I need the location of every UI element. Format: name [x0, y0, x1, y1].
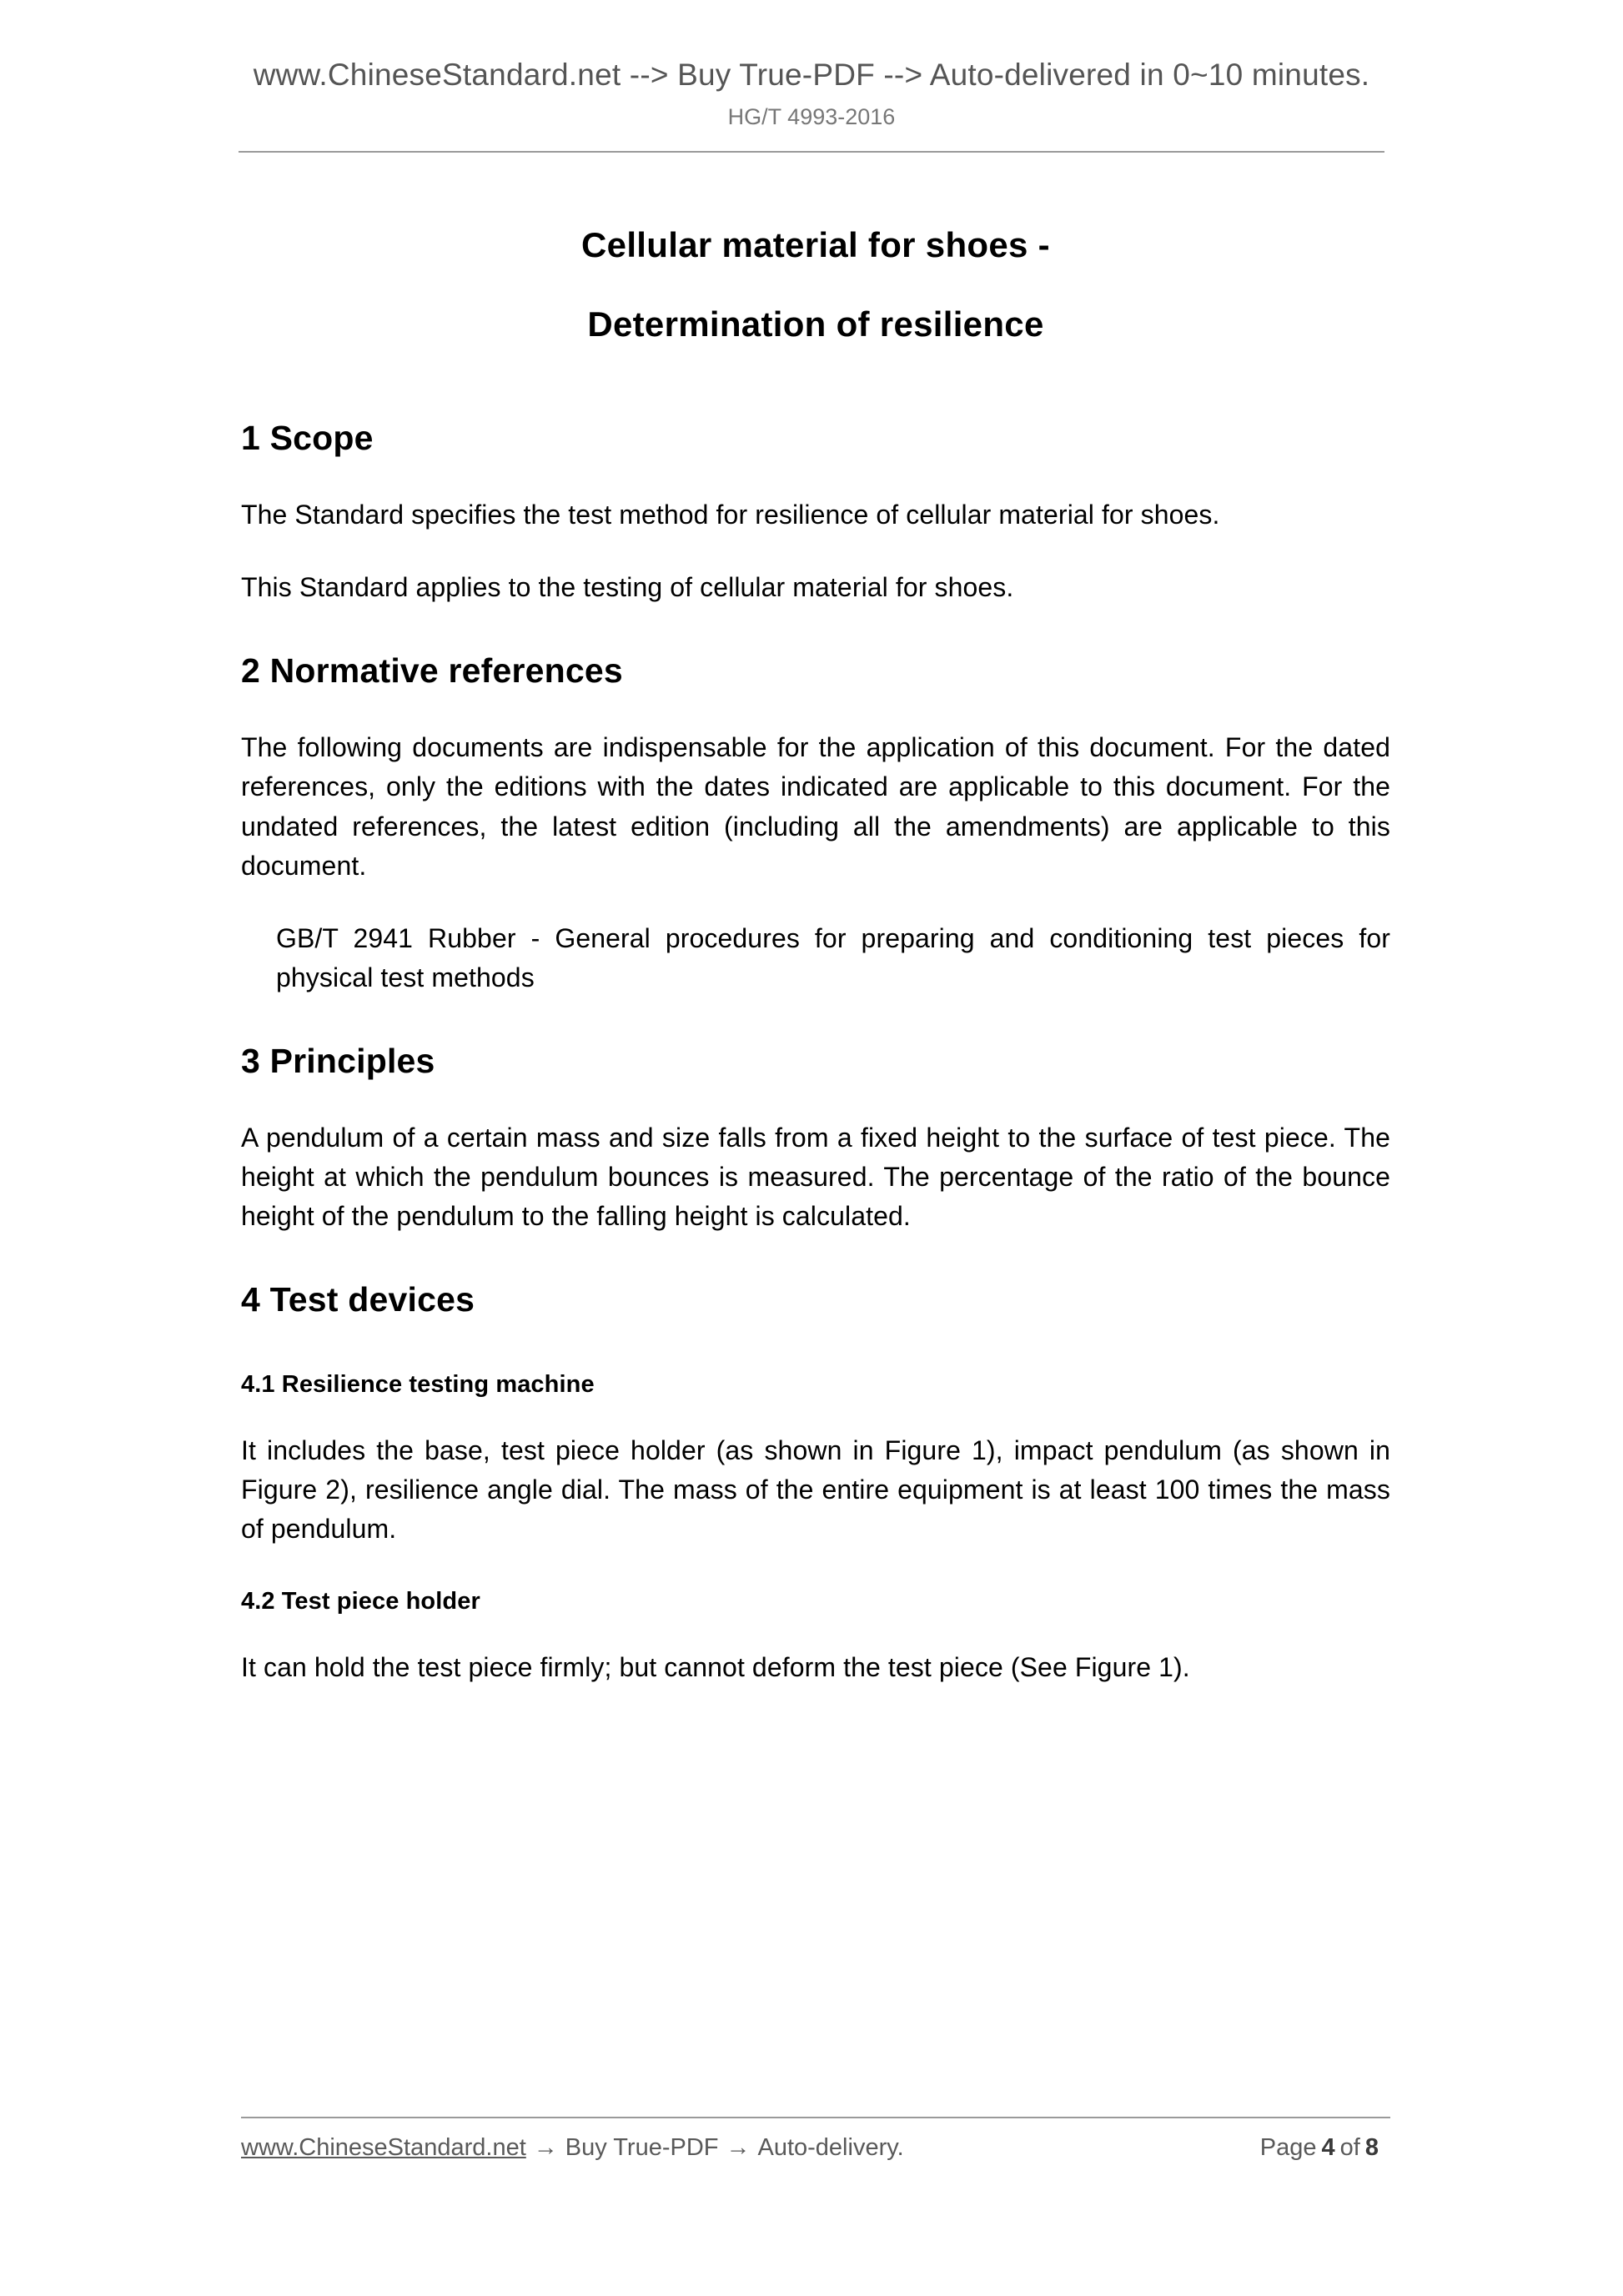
footer-promo: [241, 2133, 904, 2163]
section-heading-normative-references: 2 Normative references: [241, 651, 623, 691]
header-promo-text: www.ChineseStandard.net --> Buy True-PDF --> Auto-delivered in 0~10 minutes.: [253, 58, 1370, 92]
document-content: [241, 224, 1390, 1687]
footer-promo-end: Auto-delivery.: [757, 2134, 904, 2161]
spacer: [241, 459, 1390, 495]
arrow-right-icon-2: →: [726, 2134, 751, 2161]
section-heading-test-devices: 4 Test devices: [241, 1279, 475, 1319]
page-number-total: 8: [1364, 2134, 1379, 2161]
spacer: [241, 607, 1390, 651]
footer-divider: [241, 2117, 1390, 2118]
header-divider: [239, 151, 1384, 153]
subsection-heading-test-piece-holder: 4.2 Test piece holder: [241, 1587, 480, 1615]
page-footer: [241, 2117, 1390, 2163]
spacer: [241, 886, 1390, 919]
spacer: [241, 691, 1390, 728]
spacer: [241, 346, 1390, 418]
spacer: [241, 1082, 1390, 1118]
arrow-right-icon: →: [533, 2134, 558, 2161]
scope-paragraph-1: The Standard specifies the test method for resilience of cellular material for shoes.: [241, 500, 1220, 530]
spacer: [241, 997, 1390, 1041]
page-header: [0, 0, 1623, 153]
spacer: [241, 1320, 1390, 1370]
principles-paragraph-1: A pendulum of a certain mass and size falls from a fixed height to the surface of test piece. The height at which the pendulum bounces is measured. The percentage of the ratio of the bounce height of the pendulum to the falling height is calculated.: [241, 1122, 1390, 1231]
subsection-heading-resilience-testing-machine: 4.1 Resilience testing machine: [241, 1371, 595, 1399]
page-label: Page: [1259, 2134, 1317, 2161]
page-number-current: 4: [1321, 2134, 1335, 2161]
spacer: [241, 1616, 1390, 1648]
scope-paragraph-2: This Standard applies to the testing of cellular material for shoes.: [241, 572, 1014, 603]
spacer: [241, 1549, 1390, 1587]
document-title: [241, 224, 1390, 346]
subsection-4-2-paragraph-1: It can hold the test piece firmly; but cannot deform the test piece (See Figure 1).: [241, 1651, 1190, 1682]
document-title-line-2: Determination of resilience: [587, 304, 1044, 344]
footer-row: [241, 2133, 1390, 2163]
normative-reference-list: [276, 919, 1390, 997]
section-heading-scope: 1 Scope: [241, 419, 374, 457]
document-title-line-1: Cellular material for shoes -: [581, 225, 1050, 264]
spacer: [241, 1236, 1390, 1279]
page-indicator: [1260, 2133, 1384, 2163]
spacer: [241, 535, 1390, 568]
normative-references-paragraph-1: The following documents are indispensable for the application of this document. For the dated references, only the editions with the dates indicated are applicable to this document. For the undated references, the latest edition (including all the amendments) are applicable to this document.: [241, 732, 1390, 881]
footer-url-link[interactable]: www.ChineseStandard.net: [241, 2134, 526, 2161]
footer-promo-mid: Buy True-PDF: [565, 2134, 719, 2161]
spacer: [241, 1399, 1390, 1431]
page-of-label: of: [1339, 2134, 1360, 2161]
section-heading-principles: 3 Principles: [241, 1041, 435, 1080]
subsection-4-1-paragraph-1: It includes the base, test piece holder (as shown in Figure 1), impact pendulum (as shown in Figure 2), resilience angle dial. The mass of the entire equipment is at least 100 times the mass of pendulum.: [241, 1434, 1390, 1544]
header-standard-code: HG/T 4993-2016: [727, 104, 896, 130]
normative-reference-item-gbt2941: GB/T 2941 Rubber - General procedures for preparing and conditioning test pieces for physical test methods: [276, 922, 1390, 992]
